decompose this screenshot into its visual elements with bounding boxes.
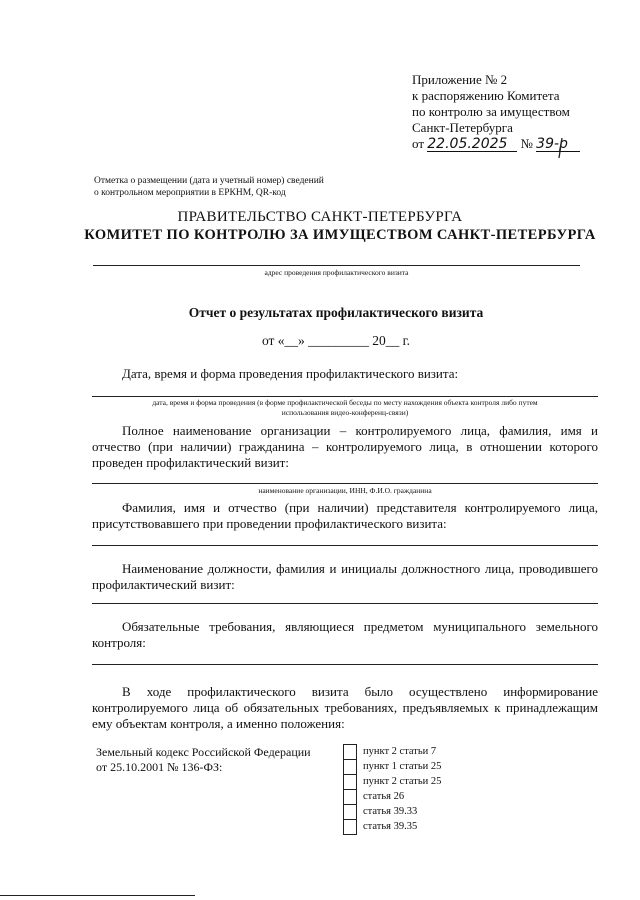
- article-label-6: статья 39.35: [363, 821, 418, 832]
- article-checkbox-3[interactable]: [343, 774, 357, 790]
- law-name: Земельный кодекс Российской Федерации: [96, 745, 311, 759]
- appendix-line-3: по контролю за имуществом: [412, 104, 570, 119]
- handwritten-number: 39-р: [536, 137, 580, 152]
- representative-text: Фамилия, имя и отчество (при наличии) представителя контролируемого лица, присутствовавшего при проведении профилактического визита:: [92, 500, 598, 531]
- appendix-line-2: к распоряжению Комитета: [412, 88, 560, 103]
- appendix-line-4: Санкт-Петербурга: [412, 120, 513, 135]
- from-label: от: [412, 136, 425, 151]
- article-checkbox-1[interactable]: [343, 744, 357, 760]
- appendix-title: Приложение № 2: [412, 72, 508, 87]
- article-checkbox-4[interactable]: [343, 789, 357, 805]
- number-label: №: [520, 136, 533, 151]
- article-checkbox-6[interactable]: [343, 819, 357, 835]
- date-time-caption-2: использования видео-конференц-связи): [281, 408, 409, 417]
- date-time-caption-1: дата, время и форма проведения (в форме профилактической беседы по месту нахождения объекта контроля либо путем: [152, 398, 538, 407]
- controlled-person-line: [92, 483, 598, 484]
- controlled-person-caption: наименование организации, ИНН, Ф.И.О. гражданина: [258, 486, 432, 495]
- placement-note-line-1: Отметка о размещении (дата и учетный номер) сведений: [94, 176, 324, 186]
- informing-text: В ходе профилактического визита было осуществлено информирование контролируемого лица об обязательных требованиях, предъявляемых к принадлежащим ему объектам контроля, а именно положения:: [92, 684, 598, 731]
- requirements-text: Обязательные требования, являющиеся предметом муниципального земельного контроля:: [92, 619, 598, 650]
- address-line: [93, 265, 580, 266]
- requirements-line: [92, 664, 598, 665]
- requirements-label: [92, 619, 598, 651]
- article-label-4: статья 26: [363, 791, 405, 802]
- article-checkbox-5[interactable]: [343, 804, 357, 820]
- address-caption: адрес проведения профилактического визита: [264, 268, 409, 277]
- footnote-separator: [0, 895, 195, 896]
- official-text: Наименование должности, фамилия и инициалы должностного лица, проводившего профилактический визит:: [92, 561, 598, 592]
- handwritten-date: 22.05.2025: [427, 137, 517, 152]
- representative-label: [92, 500, 598, 532]
- official-line: [92, 603, 598, 604]
- committee-title: КОМИТЕТ ПО КОНТРОЛЮ ЗА ИМУЩЕСТВОМ САНКТ-ПЕТЕРБУРГА: [84, 227, 596, 243]
- law-reference: [96, 745, 336, 775]
- placement-note: [94, 175, 354, 199]
- handwriting-stroke-icon: [412, 130, 582, 160]
- controlled-person-label: [92, 423, 598, 471]
- date-time-form-text: Дата, время и форма проведения профилактического визита:: [122, 366, 459, 381]
- report-title: Отчет о результатах профилактического визита: [188, 305, 484, 320]
- official-label: [92, 561, 598, 593]
- law-date: от 25.10.2001 № 136-ФЗ:: [96, 760, 223, 774]
- date-time-form-label: [92, 366, 602, 382]
- informing-paragraph: [92, 684, 598, 732]
- placement-note-line-2: о контрольном мероприятии в ЕРКНМ, QR-код: [94, 188, 286, 198]
- article-label-1: пункт 2 статьи 7: [363, 746, 437, 757]
- article-checkbox-2[interactable]: [343, 759, 357, 775]
- controlled-person-text: Полное наименование организации – контролируемого лица, фамилия, имя и отчество (при наличии) гражданина – контролируемого лица, в отношении которого проведен профилактический визит:: [92, 423, 598, 470]
- report-date-line: от «__» _________ 20__ г.: [261, 333, 411, 348]
- article-label-3: пункт 2 статьи 25: [363, 776, 442, 787]
- article-label-5: статья 39.33: [363, 806, 418, 817]
- article-label-2: пункт 1 статьи 25: [363, 761, 442, 772]
- date-time-line: [92, 396, 598, 397]
- representative-line: [92, 545, 598, 546]
- government-title: ПРАВИТЕЛЬСТВО САНКТ-ПЕТЕРБУРГА: [177, 209, 463, 225]
